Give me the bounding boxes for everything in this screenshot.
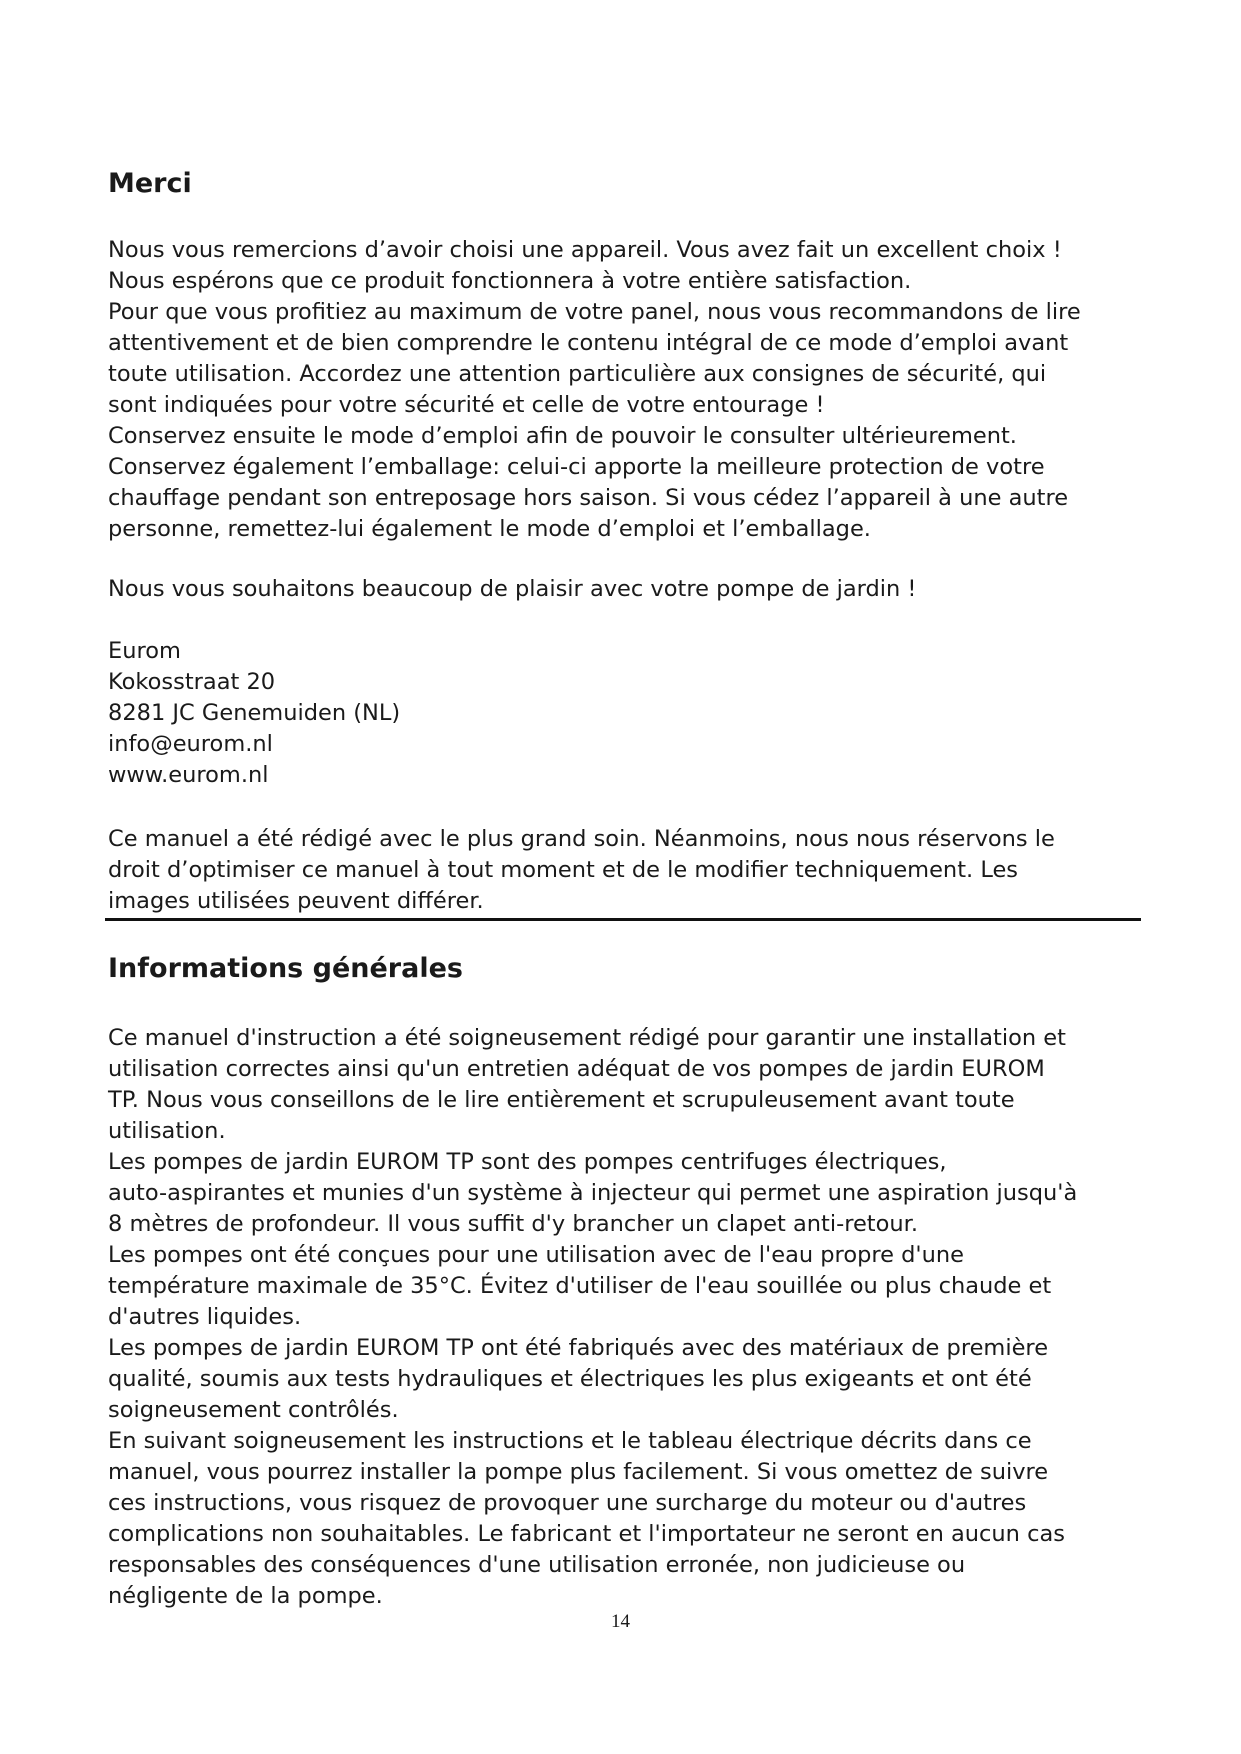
text-line: TP. Nous vous conseillons de le lire entièrement et scrupuleusement avant toute xyxy=(108,1087,1015,1113)
website-address: www.eurom.nl xyxy=(108,762,269,788)
text-line: auto-aspirantes et munies d'un système à injecteur qui permet une aspiration jusqu'à xyxy=(108,1180,1078,1206)
text-line: Les pompes de jardin EUROM TP ont été fabriqués avec des matériaux de première xyxy=(108,1335,1049,1361)
text-line: qualité, soumis aux tests hydrauliques et électriques les plus exigeants et ont été xyxy=(108,1366,1032,1392)
text-line: personne, remettez-lui également le mode d’emploi et l’emballage. xyxy=(108,516,871,542)
text-line: complications non souhaitables. Le fabricant et l'importateur ne seront en aucun cas xyxy=(108,1521,1065,1547)
text-line: responsables des conséquences d'une utilisation erronée, non judicieuse ou xyxy=(108,1552,966,1578)
disclaimer-paragraph xyxy=(108,824,1158,917)
text-line: droit d’optimiser ce manuel à tout moment et de le modifier techniquement. Les xyxy=(108,857,1019,883)
text-line: Ce manuel d'instruction a été soigneusement rédigé pour garantir une installation et xyxy=(108,1025,1066,1051)
section-divider xyxy=(105,918,1141,921)
general-info-heading: Informations générales xyxy=(108,953,463,984)
text-line: En suivant soigneusement les instructions et le tableau électrique décrits dans ce xyxy=(108,1428,1032,1454)
email-address: info@eurom.nl xyxy=(108,731,273,757)
general-info-paragraph xyxy=(108,1023,1158,1612)
page-number: 14 xyxy=(611,1611,630,1632)
text-line: sont indiquées pour votre sécurité et celle de votre entourage ! xyxy=(108,392,825,418)
text-line: Ce manuel a été rédigé avec le plus grand soin. Néanmoins, nous nous réservons le xyxy=(108,826,1055,852)
company-name: Eurom xyxy=(108,638,181,664)
text-line: manuel, vous pourrez installer la pompe plus facilement. Si vous omettez de suivre xyxy=(108,1459,1049,1485)
text-line: ces instructions, vous risquez de provoquer une surcharge du moteur ou d'autres xyxy=(108,1490,1027,1516)
text-line: Nous vous remercions d’avoir choisi une appareil. Vous avez fait un excellent choix ! xyxy=(108,237,1062,263)
text-line: utilisation. xyxy=(108,1118,226,1144)
text-line: toute utilisation. Accordez une attention particulière aux consignes de sécurité, qui xyxy=(108,361,1047,387)
address-block xyxy=(108,636,1158,791)
merci-heading: Merci xyxy=(108,168,192,199)
text-line: Conservez également l’emballage: celui-ci apporte la meilleure protection de votre xyxy=(108,454,1045,480)
text-line: négligente de la pompe. xyxy=(108,1583,383,1609)
text-line: Les pompes ont été conçues pour une utilisation avec de l'eau propre d'une xyxy=(108,1242,964,1268)
text-line: soigneusement contrôlés. xyxy=(108,1397,399,1423)
text-line: chauffage pendant son entreposage hors saison. Si vous cédez l’appareil à une autre xyxy=(108,485,1069,511)
text-line: Conservez ensuite le mode d’emploi afin de pouvoir le consulter ultérieurement. xyxy=(108,423,1017,449)
text-line: température maximale de 35°C. Évitez d'utiliser de l'eau souillée ou plus chaude et xyxy=(108,1273,1052,1299)
text-line: Les pompes de jardin EUROM TP sont des pompes centrifuges électriques, xyxy=(108,1149,947,1175)
text-line: Pour que vous profitiez au maximum de votre panel, nous vous recommandons de lire xyxy=(108,299,1081,325)
text-line: Nous vous souhaitons beaucoup de plaisir avec votre pompe de jardin ! xyxy=(108,576,917,602)
text-line: d'autres liquides. xyxy=(108,1304,302,1330)
text-line: attentivement et de bien comprendre le contenu intégral de ce mode d’emploi avant xyxy=(108,330,1069,356)
street-address: Kokosstraat 20 xyxy=(108,669,276,695)
merci-intro-paragraph xyxy=(108,235,1158,545)
wish-paragraph xyxy=(108,574,1158,605)
text-line: Nous espérons que ce produit fonctionnera à votre entière satisfaction. xyxy=(108,268,912,294)
city-address: 8281 JC Genemuiden (NL) xyxy=(108,700,401,726)
text-line: images utilisées peuvent différer. xyxy=(108,888,484,914)
text-line: utilisation correctes ainsi qu'un entretien adéquat de vos pompes de jardin EUROM xyxy=(108,1056,1045,1082)
text-line: 8 mètres de profondeur. Il vous suffit d'y brancher un clapet anti-retour. xyxy=(108,1211,918,1237)
